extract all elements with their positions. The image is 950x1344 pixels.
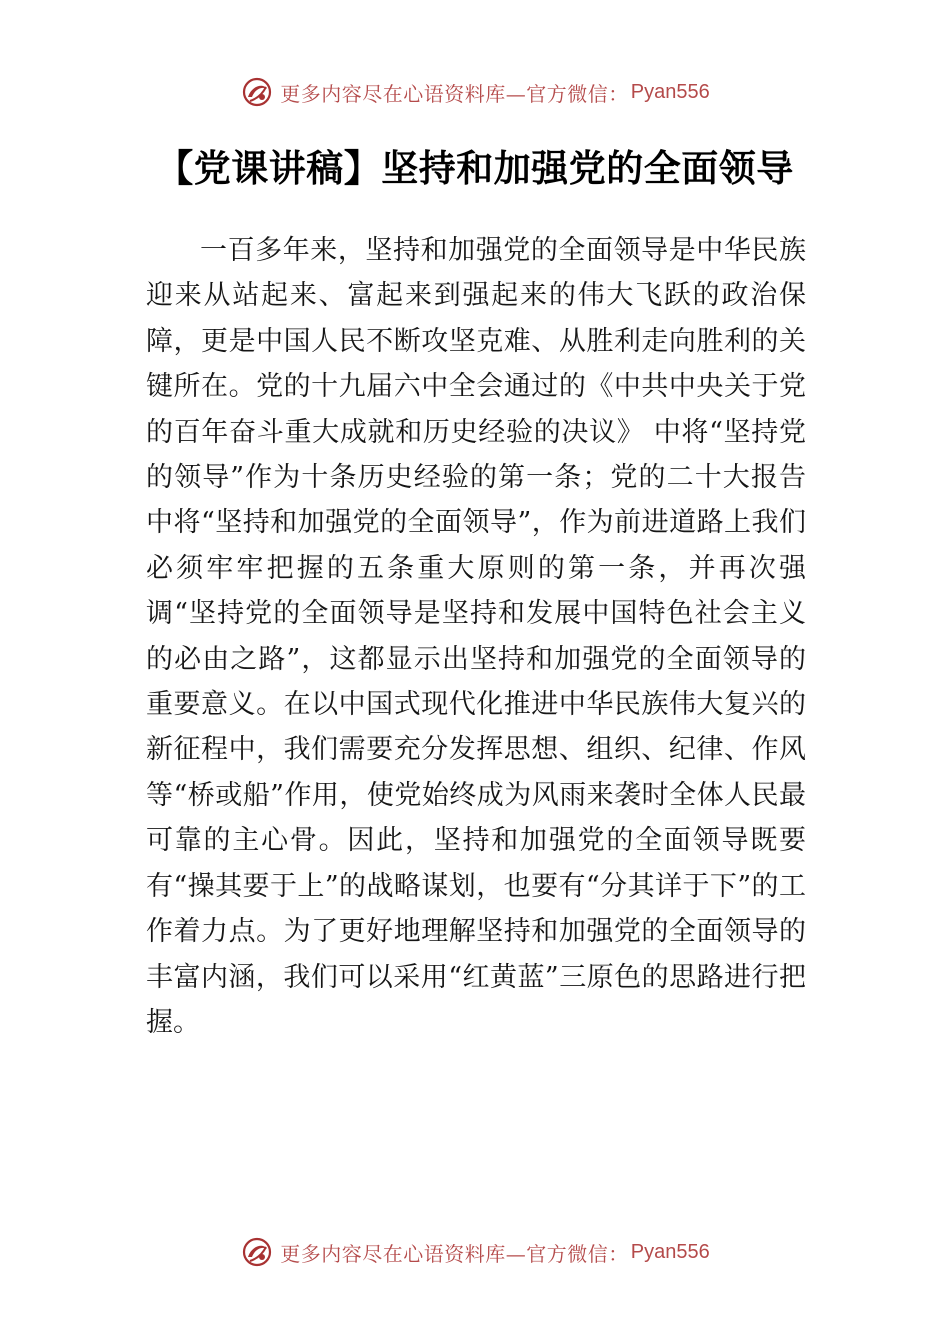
header-banner <box>0 72 950 112</box>
document-title: 【党课讲稿】坚持和加强党的全面领导 <box>156 147 794 190</box>
footer-banner <box>0 1232 950 1272</box>
swirl-logo-icon <box>240 75 274 109</box>
header-banner-text: 更多内容尽在心语资料库—官方微信： <box>280 81 629 106</box>
swirl-logo-icon <box>240 1235 274 1269</box>
header-banner-id: Pyan556 <box>630 80 710 103</box>
footer-banner-id: Pyan556 <box>630 1240 710 1263</box>
document-paragraph: 一百多年来，坚持和加强党的全面领导是中华民族迎来从站起来、富起来到强起来的伟大飞跃的政治保障，更是中国人民不断攻坚克难、从胜利走向胜利的关键所在。党的十九届六中全会通过的《中共中央关于党的百年奋斗重大成就和历史经验的决议》 中将“坚持党的领导”作为十条历史经验的第一条；党的二十大报告中将“坚持和加强党的全面领导”，作为前进道路上我们必须牢牢把握的五条重大原则的第一条，并再次强调“坚持党的全面领导是坚持和发展中国特色社会主义的必由之路”，这都显示出坚持和加强党的全面领导的重要意义。在以中国式现代化推进中华民族伟大复兴的新征程中，我们需要充分发挥思想、组织、纪律、作风等“桥或船”作用，使党始终成为风雨来袭时全体人民最可靠的主心骨。因此，坚持和加强党的全面领导既要有“操其要于上”的战略谋划，也要有“分其详于下”的工作着力点。为了更好地理解坚持和加强党的全面领导的丰富内涵，我们可以采用“红黄蓝”三原色的思路进行把握。 <box>146 235 806 1038</box>
footer-banner-text: 更多内容尽在心语资料库—官方微信： <box>280 1241 629 1266</box>
